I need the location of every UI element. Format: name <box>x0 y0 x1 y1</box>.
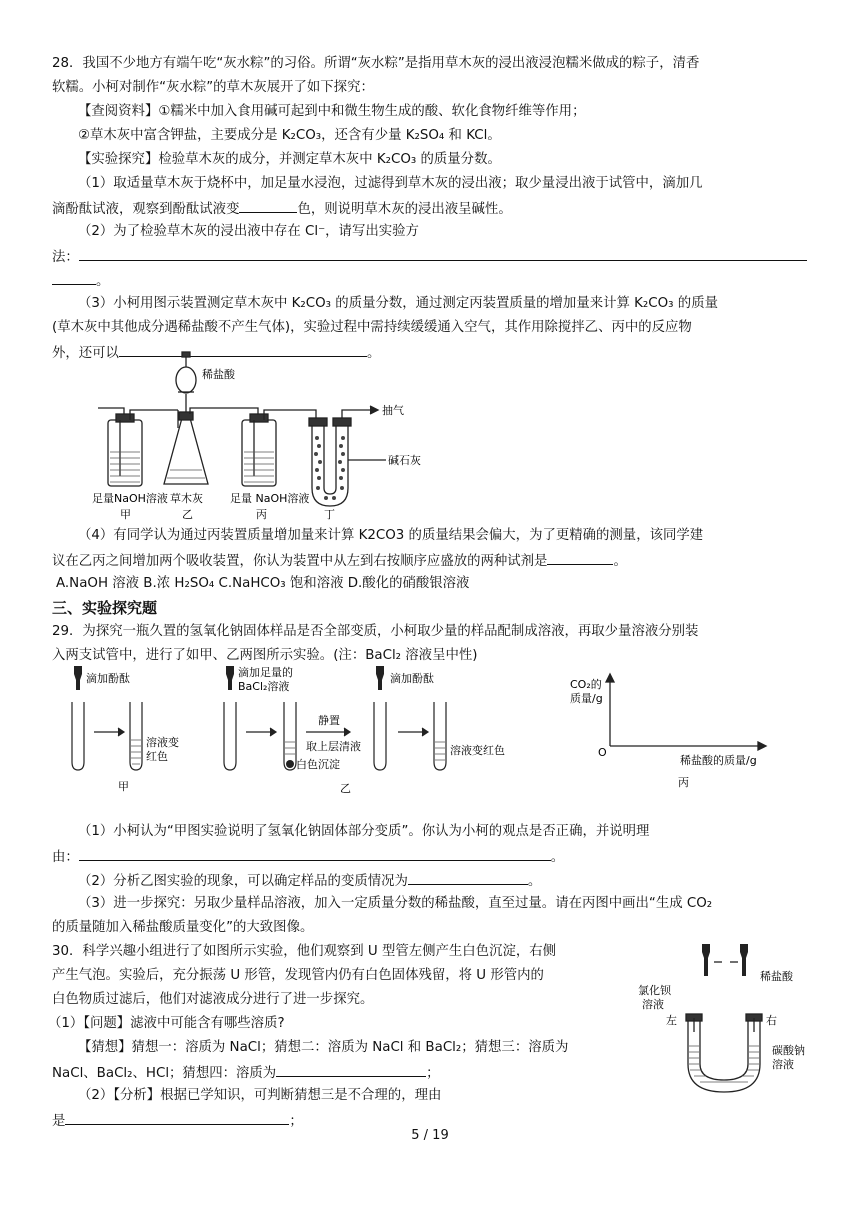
drop-phenolphthalein-label-a: 滴加酚酞 <box>86 672 130 685</box>
bacl2-label-1: 滴加足量的 <box>238 666 293 679</box>
q28-line-4: ②草木灰中富含钾盐，主要成分是 K₂CO₃，还含有少量 K₂SO₄ 和 KCl。 <box>78 128 501 143</box>
turn-red-label-b: 溶液变红色 <box>450 744 505 757</box>
q29-blank-graph <box>566 666 776 796</box>
turn-red-label-a: 溶液变 <box>146 736 179 749</box>
q29-q1-end: 。 <box>550 850 565 865</box>
q29-line-6: （3）进一步探究：另取少量样品溶液，加入一定质量分数的稀盐酸，直至过量。请在丙图中画出“生成 CO₂ <box>78 896 713 911</box>
q29-q2-end: 。 <box>527 874 542 889</box>
q28-q3-end: 。 <box>366 346 381 361</box>
q29-line-5 <box>52 868 838 894</box>
q29-line-7: 的质量随加入稀盐酸质量变化”的大致图像。 <box>52 920 314 935</box>
bacl2-solution-label-2: 溶液 <box>642 998 664 1011</box>
pump-label: 抽气 <box>382 404 404 417</box>
figure-b-name: 乙 <box>340 782 351 795</box>
q30-line-5: 【猜想】猜想一：溶质为 NaCl；猜想二：溶质为 NaCl 和 BaCl₂；猜想三：溶质为 <box>78 1040 569 1055</box>
stand-label: 静置 <box>318 714 340 727</box>
q28-q1-text-end: 色，则说明草木灰的浸出液呈碱性。 <box>297 202 512 217</box>
take-supernatant-label: 取上层清液 <box>306 740 361 753</box>
bottle-a-label: 足量NaOH溶液 <box>92 492 168 505</box>
q29-q2-text: （2）分析乙图实验的现象，可以确定样品的变质情况为 <box>78 874 408 889</box>
q29-q2-blank[interactable] <box>408 868 528 885</box>
q28-q3-text: 外，还可以 <box>52 346 119 361</box>
page-number: 5 / 19 <box>411 1128 449 1143</box>
q28-q2-end: 。 <box>96 274 110 289</box>
q30-reason-end: ； <box>289 1114 303 1129</box>
bacl2-label-2: BaCl₂溶液 <box>238 680 290 693</box>
q30-line-3: 白色物质过滤后，他们对滤液成分进行了进一步探究。 <box>52 992 374 1007</box>
q28-line-3: 【查阅资料】①糯米中加入食用碱可起到中和微生物生成的酸、软化食物纤维等作用； <box>78 104 586 119</box>
soda-lime-label: 碱石灰 <box>388 454 421 467</box>
q29-q1-blank[interactable] <box>79 844 551 861</box>
right-label: 右 <box>766 1014 777 1027</box>
q28-line-8: （2）为了检验草木灰的浸出液中存在 Cl⁻，请写出实验方 <box>78 224 419 239</box>
na2co3-label-2: 溶液 <box>772 1058 794 1071</box>
q30-reason-blank[interactable] <box>65 1108 289 1125</box>
q30-line-7: （2）【分析】根据已学知识，可判断猜想三是不合理的，理由 <box>78 1088 442 1103</box>
q28-line-1: 28．我国不少地方有端午吃“灰水粽”的习俗。所谓“灰水粽”是指用草木灰的浸出液浸泡糯米做成的粽子，清香 <box>52 56 700 71</box>
q28-q1-text: 滴酚酞试液，观察到酚酞试液变 <box>52 202 240 217</box>
bacl2-solution-label-1: 氯化钡 <box>638 984 671 997</box>
bottle-c-name: 丙 <box>256 508 267 520</box>
q29-line-1: 29．为探究一瓶久置的氢氧化钠固体样品是否全部变质，小柯取少量的样品配制成溶液，再取少量溶液分别装 <box>52 624 699 639</box>
figure-a-name: 甲 <box>118 780 129 793</box>
q28-q2-blank[interactable] <box>79 244 807 261</box>
q30-line-4: （1）【问题】滤液中可能含有哪些溶质? <box>48 1016 285 1031</box>
q28-line-14: （4）有同学认为通过丙装置质量增加量来计算 K2CO3 的质量结果会偏大，为了更精确的测量，该同学建 <box>78 528 704 543</box>
q28-q4-end: 。 <box>613 554 627 569</box>
q28-line-6: （1）取适量草木灰于烧杯中，加足量水浸泡，过滤得到草木灰的浸出液；取少量浸出液于试管中，滴加几 <box>78 176 703 191</box>
section-heading: 三、实验探究题 <box>52 599 158 617</box>
q29-line-2: 入两支试管中，进行了如甲、乙两图所示实验。(注：BaCl₂ 溶液呈中性) <box>52 648 478 663</box>
q30-reason-prefix: 是 <box>52 1114 66 1129</box>
q28-line-10 <box>52 268 812 294</box>
q28-options: A.NaOH 溶液 B.浓 H₂SO₄ C.NaHCO₃ 饱和溶液 D.酸化的硝酸银溶液 <box>56 576 470 591</box>
q28-apparatus-diagram <box>90 348 450 520</box>
q30-guess4-end: ； <box>426 1066 440 1081</box>
drop-phenolphthalein-label-b: 滴加酚酞 <box>390 672 434 685</box>
q30-guess4-blank[interactable] <box>276 1060 426 1077</box>
q30-guess4-text: NaCl、BaCl₂、HCl；猜想四：溶质为 <box>52 1066 277 1081</box>
q28-line-5: 【实验探究】检验草木灰的成分，并测定草木灰中 K₂CO₃ 的质量分数。 <box>78 152 501 167</box>
q28-line-7 <box>52 196 812 222</box>
dilute-hcl-label-u: 稀盐酸 <box>760 970 793 983</box>
white-precipitate-label: 白色沉淀 <box>296 758 340 771</box>
left-label: 左 <box>666 1014 677 1027</box>
q30-line-2: 产生气泡。实验后，充分振荡 U 形管，发现管内仍有白色固体残留，将 U 形管内的 <box>52 968 544 983</box>
q28-q2-blank-2[interactable] <box>52 268 96 285</box>
q28-q2-prefix: 法： <box>52 250 79 265</box>
q29-line-3: （1）小柯认为“甲图实验说明了氢氧化钠固体部分变质”。你认为小柯的观点是否正确，并说明理 <box>78 824 650 839</box>
q28-line-9 <box>52 244 812 270</box>
q30-line-1: 30．科学兴趣小组进行了如图所示实验，他们观察到 U 型管左侧产生白色沉淀，右侧 <box>52 944 557 959</box>
q29-line-4 <box>52 844 812 870</box>
flask-b-label: 草木灰 <box>170 492 203 505</box>
graph-y-label-1: CO₂的 <box>570 678 602 691</box>
flask-b-name: 乙 <box>182 508 193 520</box>
dilute-hcl-label: 稀盐酸 <box>202 368 235 381</box>
graph-x-label: 稀盐酸的质量/g <box>680 754 757 767</box>
q29-q1-prefix: 由： <box>52 850 79 865</box>
turn-red-label-a2: 红色 <box>146 750 168 763</box>
q30-u-tube-diagram <box>636 936 816 1104</box>
bottle-a-name: 甲 <box>120 508 131 520</box>
graph-y-label-2: 质量/g <box>570 692 603 705</box>
q28-line-11: （3）小柯用图示装置测定草木灰中 K₂CO₃ 的质量分数，通过测定丙装置质量的增加量来计算 K₂CO₃ 的质量 <box>78 296 718 311</box>
bottle-c-label: 足量 NaOH溶液 <box>230 492 310 505</box>
q28-q1-blank[interactable] <box>239 196 297 213</box>
graph-origin: O <box>598 746 607 759</box>
q28-q4-text: 议在乙丙之间增加两个吸收装置，你认为装置中从左到右按顺序应盛放的两种试剂是 <box>52 554 548 569</box>
graph-name: 丙 <box>678 776 689 789</box>
q28-q4-blank[interactable] <box>547 548 613 565</box>
q28-line-2: 软糯。小柯对制作“灰水粽”的草木灰展开了如下探究： <box>52 80 374 95</box>
q28-line-15 <box>52 548 812 574</box>
q28-line-12: (草木灰中其他成分遇稀盐酸不产生气体)，实验过程中需持续缓缓通入空气，其作用除搅拌乙、丙中的反应物 <box>52 320 692 335</box>
na2co3-label-1: 碳酸钠 <box>772 1044 805 1057</box>
q29-experiment-diagram <box>56 664 546 798</box>
u-tube-d-name: 丁 <box>324 508 335 520</box>
